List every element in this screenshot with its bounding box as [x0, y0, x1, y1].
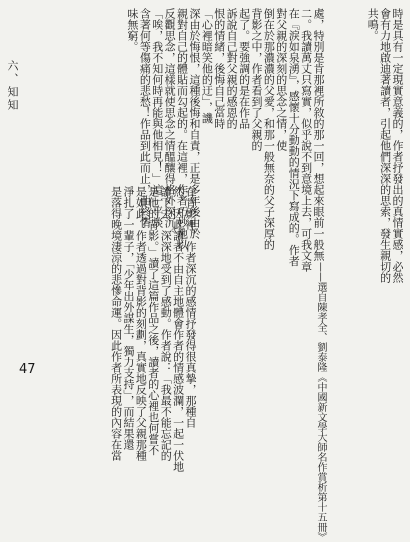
text-line: 味無窮。 [125, 8, 139, 52]
text-line: 讀下去，深深地受到了感動。作者說：「我最不能忘記的 [159, 186, 173, 461]
text-line: 在『淚如泉湧』，感懷十分動動的情況下寫成的。作者 [287, 8, 301, 267]
text-line: 「心裡暗笑他的迂」，譏 [200, 8, 214, 124]
text-line: 在肯影裡，作者深沉的感情抒發得很真摯，那種自 [184, 186, 197, 428]
text-line: 是如此？作者透過對背影的刻劃，真實地反映了父親那種 [134, 186, 148, 461]
text-line: 會有力地啟迪著讀者，引起他們深深的思索，發生親切的 [378, 8, 392, 283]
source-citation: ——選自陳孝全、劉泰隆《中國新文學大師名作賞析第十五冊》 [315, 262, 326, 542]
text-line: 含著何等傷痛的悲愁！作品到此而止，曲終情 [138, 8, 152, 228]
text-line: 「唉，我不知何時再能與他相見！」這一平淡 [150, 8, 164, 228]
text-line: 背影之中，作者看到了父親的 [249, 8, 263, 151]
running-head: 六、知知 [6, 60, 19, 112]
text-line: 處，特別是肯那裡所敘的那一回，想起來眼前一般無 [312, 8, 325, 261]
text-line: 親對自己的體貼而勾起的。在這裡，作者巧妙地以 [175, 8, 189, 250]
text-line: 二。我讀萬丈只寫實，似乎說不到意境上去，可我文章 [299, 8, 313, 272]
text-line: 然、因此讀者不由自主地體會作者的情感波瀾，一起一伏地 [171, 186, 185, 472]
text-line: 淨扎了一輩子，「少年出外謀生，獨力支持」，而結果還 [121, 186, 135, 450]
text-line: 倒在於那濃濃的父愛，和那一般無奈的父子深厚的 [262, 8, 276, 250]
bottom-paragraph [46, 186, 197, 472]
page-number: 47 [19, 362, 36, 377]
text-line: 深由於悔恨，這種後悔和自責，正是多年後由於 [187, 8, 201, 239]
text-line: 恨的情緒，後悔自己當時 [212, 8, 226, 129]
top-paragraph-left [340, 8, 404, 283]
text-line: 是他的背影。」讀了這篇作品之後，讀者的心裡也何嘗不 [146, 186, 160, 456]
text-line: 是落得晚境淒涼的悲慘命運。因此作者所表現的內容在當 [109, 186, 123, 461]
text-line: 對父親的深刻的思念之情，使 [274, 8, 288, 151]
text-line: 起了。要強調的是在作品 [237, 8, 251, 129]
text-line: 反觀思念，這樣就使思念之情醞釀得格外深沉。 [163, 8, 177, 239]
text-line: 時是具有一定現實意義的，作者抒發出的真情實感，必然 [391, 8, 404, 283]
text-line: 訴說自己對父親的感恩的 [225, 8, 239, 129]
text-line: 共鳴。 [366, 8, 380, 41]
